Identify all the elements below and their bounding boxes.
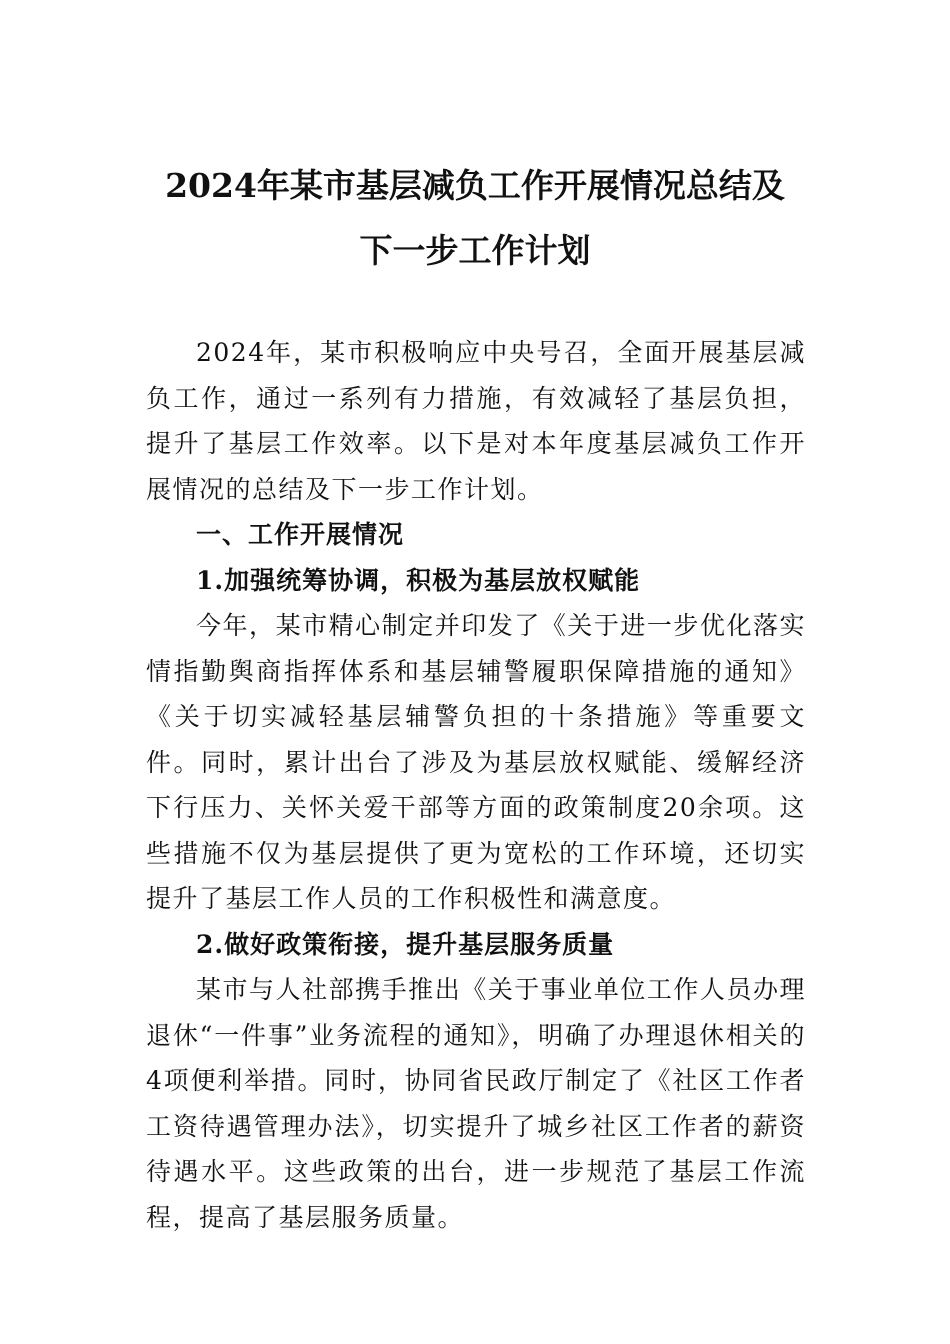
subsection-2-paragraph: 某市与人社部携手推出《关于事业单位工作人员办理退休“一件事”业务流程的通知》，明确了办理退休相关的4项便利举措。同时，协同省民政厅制定了《社区工作者工资待遇管理办法》，切实提升了城乡社区工作者的薪资待遇水平。这些政策的出台，进一步规范了基层工作流程，提高了基层服务质量。	[146, 975, 806, 1232]
intro-paragraph: 2024年，某市积极响应中央号召，全面开展基层减负工作，通过一系列有力措施，有效减轻了基层负担，提升了基层工作效率。以下是对本年度基层减负工作开展情况的总结及下一步工作计划。	[146, 338, 806, 504]
document-title-line1: 2024年某市基层减负工作开展情况总结及	[165, 166, 785, 205]
subsection-heading-1: 1.加强统筹协调，积极为基层放权赋能	[196, 565, 641, 595]
document-body	[146, 330, 806, 1240]
subsection-1-paragraph: 今年，某市精心制定并印发了《关于进一步优化落实情指勤舆商指挥体系和基层辅警履职保障措施的通知》《关于切实减轻基层辅警负担的十条措施》等重要文件。同时，累计出台了涉及为基层放权赋能、缓解经济下行压力、关怀关爱干部等方面的政策制度20余项。这些措施不仅为基层提供了更为宽松的工作环境，还切实提升了基层工作人员的工作积极性和满意度。	[146, 611, 806, 913]
subsection-heading-2: 2.做好政策衔接，提升基层服务质量	[196, 929, 615, 959]
section-heading-1: 一、工作开展情况	[196, 520, 405, 549]
document-title-line2: 下一步工作计划	[359, 231, 591, 270]
